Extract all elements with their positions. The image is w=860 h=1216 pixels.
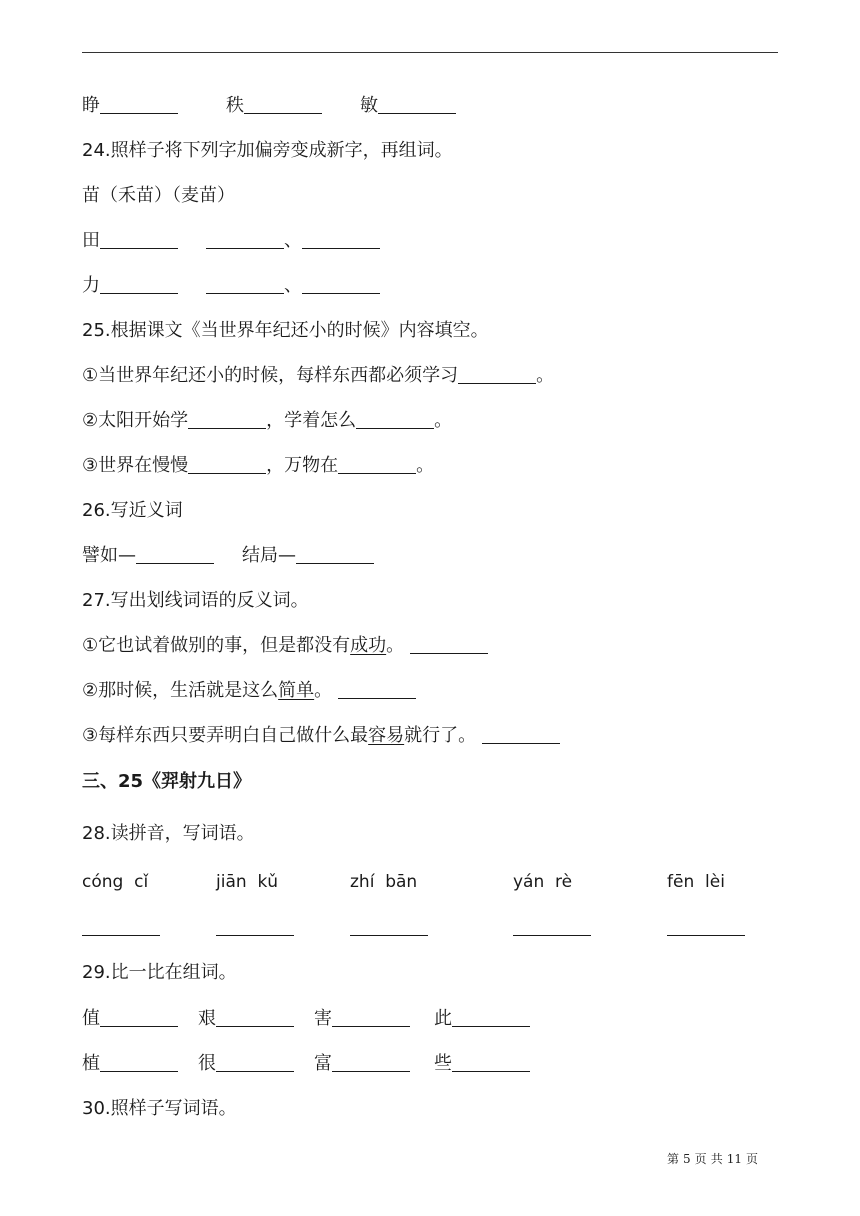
pinyin-row — [82, 870, 782, 894]
q23-row — [82, 94, 682, 118]
item-text: 它也试着做别的事，但是都没有 — [98, 635, 351, 656]
answer-blank[interactable] — [410, 635, 488, 654]
q29-row-1 — [82, 1007, 682, 1031]
answer-blank[interactable] — [452, 1008, 530, 1027]
item-text: 每样东西只要弄明白自己做什么最 — [98, 725, 369, 746]
answer-blank[interactable] — [296, 545, 374, 564]
answer-blank[interactable] — [82, 917, 160, 936]
pinyin-item: zhí bān — [350, 872, 418, 892]
answer-blank[interactable] — [667, 917, 745, 936]
answer-blank[interactable] — [332, 1053, 410, 1072]
item-text: ，学着怎么 — [266, 410, 357, 431]
answer-blank[interactable] — [206, 230, 284, 249]
answer-blank[interactable] — [216, 917, 294, 936]
q25-item-3 — [82, 454, 434, 478]
item-text: 当世界年纪还小的时候，每样东西都必须学习 — [98, 365, 459, 386]
answer-blank[interactable] — [338, 455, 416, 474]
q25-item-2 — [82, 409, 452, 433]
char-label: 此 — [434, 1008, 452, 1029]
pinyin-item: yán rè — [513, 872, 573, 892]
q25-item-1 — [82, 364, 554, 388]
q29-row-2 — [82, 1052, 682, 1076]
char-label: 秩 — [226, 95, 244, 116]
answer-blank[interactable] — [338, 680, 416, 699]
footer-text: 共 — [710, 1152, 723, 1166]
answer-blank[interactable] — [482, 725, 560, 744]
page-number: 5 — [683, 1152, 691, 1166]
q26-row — [82, 544, 482, 568]
answer-blank[interactable] — [100, 1053, 178, 1072]
item-number: ③ — [82, 455, 99, 476]
answer-blank[interactable] — [513, 917, 591, 936]
char-label: 害 — [314, 1008, 332, 1029]
answer-blank[interactable] — [136, 545, 214, 564]
item-text: ，万物在 — [266, 455, 339, 476]
q28-title: 28.读拼音，写词语。 — [82, 823, 255, 844]
underlined-word: 容易 — [368, 725, 405, 746]
answer-blank[interactable] — [302, 230, 380, 249]
header-rule — [82, 52, 778, 53]
section-heading: 三、25《羿射九日》 — [82, 771, 252, 792]
char-label: 些 — [434, 1053, 452, 1074]
separator: 、 — [284, 275, 302, 296]
answer-blank[interactable] — [216, 1008, 294, 1027]
answer-blank[interactable] — [302, 275, 380, 294]
page-footer — [665, 1150, 760, 1167]
answer-blank[interactable] — [188, 410, 266, 429]
total-pages: 11 — [726, 1152, 742, 1166]
char-label: 植 — [82, 1053, 100, 1074]
q27-item-2 — [82, 679, 416, 703]
answer-blank[interactable] — [452, 1053, 530, 1072]
item-number: ① — [82, 365, 99, 386]
answer-blank[interactable] — [244, 95, 322, 114]
pinyin-item: fēn lèi — [667, 872, 725, 892]
item-text: 。 — [536, 365, 555, 386]
q26-title: 26.写近义词 — [82, 500, 183, 521]
separator: 、 — [284, 230, 302, 251]
answer-blank[interactable] — [100, 230, 178, 249]
q27-item-3 — [82, 724, 560, 748]
item-text: 太阳开始学 — [98, 410, 189, 431]
footer-text: 第 — [667, 1152, 680, 1166]
answer-blank[interactable] — [356, 410, 434, 429]
item-text: 世界在慢慢 — [98, 455, 189, 476]
item-text: 。 — [386, 635, 405, 656]
char-label: 敏 — [360, 95, 378, 116]
footer-text: 页 — [694, 1152, 707, 1166]
q24-example: 苗（禾苗）（麦苗） — [82, 185, 235, 206]
char-label: 力 — [82, 275, 100, 296]
answer-blank[interactable] — [100, 1008, 178, 1027]
char-label: 值 — [82, 1008, 100, 1029]
char-label: 睁 — [82, 95, 100, 116]
footer-text: 页 — [745, 1152, 758, 1166]
q24-row-1 — [82, 229, 482, 253]
item-number: ② — [82, 410, 99, 431]
answer-blank[interactable] — [350, 917, 428, 936]
char-label: 富 — [314, 1053, 332, 1074]
q25-title: 25.根据课文《当世界年纪还小的时候》内容填空。 — [82, 320, 489, 341]
item-text: 那时候，生活就是这么 — [98, 680, 279, 701]
q24-row-2 — [82, 274, 482, 298]
item-text: 就行了。 — [404, 725, 477, 746]
word-label: 譬如— — [82, 545, 136, 566]
char-label: 田 — [82, 230, 100, 251]
q29-title: 29.比一比在组词。 — [82, 962, 237, 983]
answer-blank[interactable] — [100, 95, 178, 114]
q24-title: 24.照样子将下列字加偏旁变成新字，再组词。 — [82, 140, 453, 161]
item-text: 。 — [314, 680, 333, 701]
answer-blank[interactable] — [216, 1053, 294, 1072]
char-label: 艰 — [198, 1008, 216, 1029]
item-text: 。 — [434, 410, 453, 431]
pinyin-item: jiān kǔ — [216, 872, 279, 892]
underlined-word: 成功 — [350, 635, 387, 656]
answer-blank[interactable] — [378, 95, 456, 114]
q27-title: 27.写出划线词语的反义词。 — [82, 590, 309, 611]
q27-item-1 — [82, 634, 488, 658]
answer-blank[interactable] — [100, 275, 178, 294]
underlined-word: 简单 — [278, 680, 315, 701]
q30-title: 30.照样子写词语。 — [82, 1098, 237, 1119]
answer-blank[interactable] — [188, 455, 266, 474]
item-number: ② — [82, 680, 99, 701]
item-number: ③ — [82, 725, 99, 746]
answer-blank[interactable] — [332, 1008, 410, 1027]
pinyin-answer-row — [82, 916, 782, 940]
pinyin-item: cóng cǐ — [82, 872, 149, 892]
answer-blank[interactable] — [458, 365, 536, 384]
item-number: ① — [82, 635, 99, 656]
item-text: 。 — [416, 455, 435, 476]
answer-blank[interactable] — [206, 275, 284, 294]
word-label: 结局— — [242, 545, 296, 566]
char-label: 很 — [198, 1053, 216, 1074]
